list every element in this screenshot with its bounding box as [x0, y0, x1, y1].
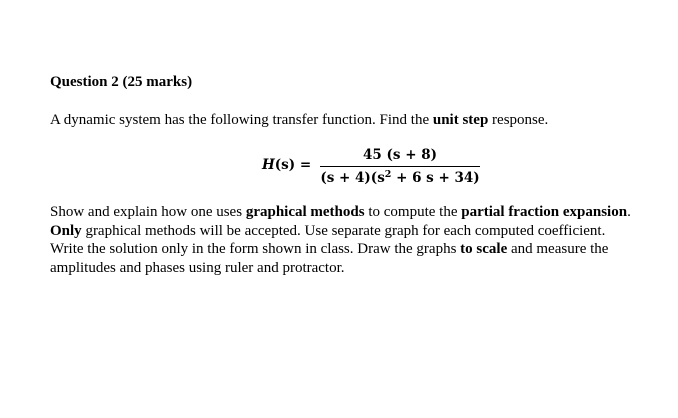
intro-text-start: A dynamic system has the following transfer function. Find the: [50, 112, 433, 128]
question-heading: Question 2 (25 marks): [50, 74, 193, 90]
lhs-variable: H: [262, 157, 275, 173]
denominator-part-2: + 6 s + 34): [391, 170, 480, 187]
equation-numerator: 45 (s + 8): [363, 147, 437, 163]
l3-text-a: Write the solution only in the form shown in class. Draw the graphs: [50, 241, 461, 257]
l2-text-b: graphical methods will be accepted. Use separate graph for each computed coefficient.: [81, 222, 606, 239]
l2-emphasis-only: Only: [50, 222, 82, 239]
fraction-bar: [320, 166, 480, 167]
l1-emphasis-graphical-methods: graphical methods: [245, 204, 365, 220]
l3-text-c: and measure the: [507, 241, 609, 257]
equation-lhs: [262, 157, 311, 173]
equation-denominator: [320, 168, 480, 188]
intro-emphasis-unit-step: unit step: [432, 112, 489, 128]
equals-sign: =: [295, 157, 312, 173]
instructions-paragraph: [50, 203, 678, 277]
denominator-part-1: (s + 4)(s: [320, 170, 385, 187]
question-intro: [50, 112, 548, 129]
instructions-line-3: [50, 240, 678, 259]
l1-text-a: Show and explain how one uses: [50, 204, 246, 220]
denominator-exponent: 2: [384, 169, 392, 181]
instructions-line-1: [50, 203, 678, 222]
l1-text-c: to compute the: [364, 204, 462, 220]
lhs-argument: (s): [274, 157, 296, 173]
equation-fraction: [320, 145, 480, 188]
l1-text-e: .: [627, 204, 631, 220]
intro-text-end: response.: [488, 112, 549, 128]
instructions-line-4: amplitudes and phases using ruler and protractor.: [50, 259, 345, 276]
l3-emphasis-to-scale: to scale: [460, 241, 508, 257]
l1-emphasis-partial-fraction: partial fraction expansion: [461, 204, 628, 220]
instructions-line-2: [50, 222, 678, 241]
